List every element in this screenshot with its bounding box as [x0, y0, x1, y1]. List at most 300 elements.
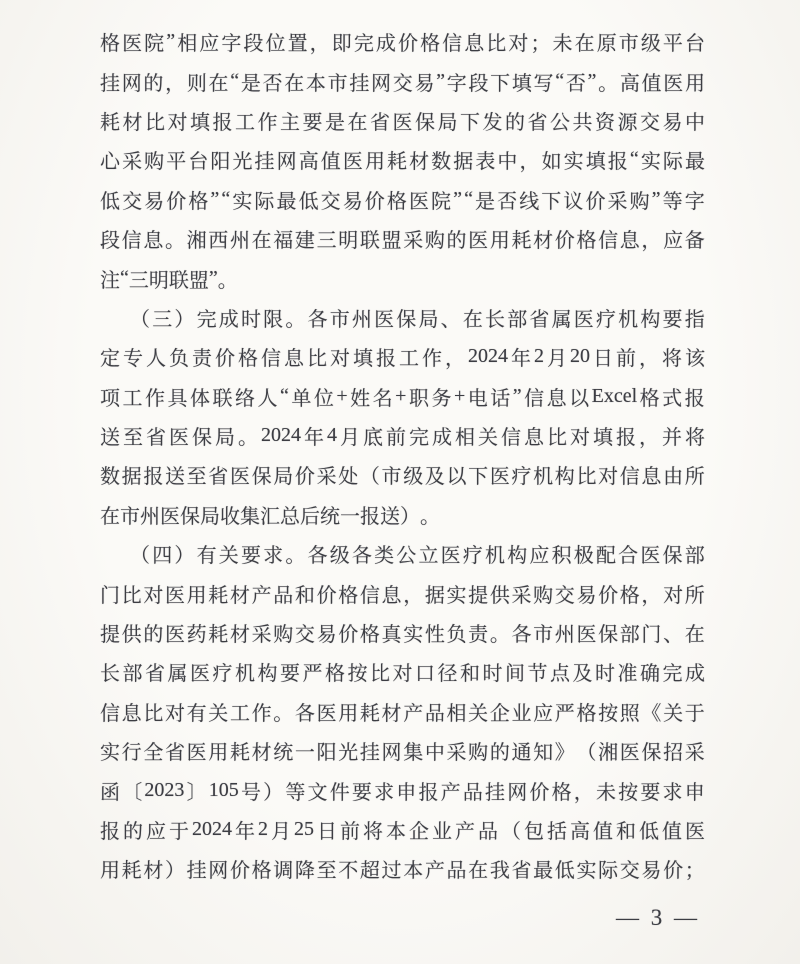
glyph: 品 — [446, 860, 467, 883]
glyph: 局 — [418, 308, 439, 331]
glyph: 要 — [640, 781, 661, 804]
glyph: 对 — [598, 466, 619, 489]
glyph: 集 — [240, 505, 260, 528]
glyph: 机 — [618, 308, 639, 331]
glyph: 实 — [100, 742, 120, 765]
page-number: — 3 — — [616, 905, 700, 930]
glyph: 院 — [431, 190, 452, 213]
glyph: 对 — [164, 702, 185, 725]
glyph: 格 — [576, 230, 597, 253]
glyph: 汇 — [260, 505, 280, 528]
glyph: 最 — [276, 190, 297, 213]
glyph: 局 — [200, 505, 220, 528]
glyph: 统 — [320, 505, 340, 528]
glyph: 如 — [541, 151, 562, 174]
glyph: 构 — [507, 545, 528, 568]
glyph: 格 — [359, 624, 380, 647]
glyph: 及 — [572, 663, 593, 686]
glyph: 未 — [595, 781, 616, 804]
glyph: 主 — [280, 111, 300, 134]
glyph: 的 — [489, 742, 510, 765]
glyph: 段 — [468, 72, 489, 95]
glyph: 网 — [507, 781, 528, 804]
glyph: 省 — [164, 742, 185, 765]
glyph: 供 — [121, 624, 142, 647]
glyph: 耗 — [208, 584, 229, 607]
glyph: 一 — [340, 505, 360, 528]
glyph: 实 — [232, 190, 253, 213]
glyph: 明 — [338, 230, 359, 253]
glyph: 比 — [547, 427, 567, 450]
glyph: 部 — [122, 663, 143, 686]
glyph: 部 — [684, 545, 705, 568]
glyph: 高 — [570, 821, 590, 843]
glyph: 位 — [265, 33, 286, 56]
document-line — [100, 573, 705, 612]
glyph: 即 — [331, 33, 352, 56]
glyph: 《 — [641, 702, 662, 725]
glyph: 统 — [273, 742, 294, 765]
glyph: 公 — [396, 545, 417, 568]
glyph: 挂 — [186, 860, 207, 883]
glyph: 联 — [168, 269, 189, 292]
glyph: 平 — [662, 33, 683, 56]
glyph: 完 — [409, 427, 429, 450]
glyph: 阳 — [210, 151, 231, 174]
document-line — [100, 770, 705, 809]
glyph: 易 — [342, 190, 363, 213]
glyph: 负 — [169, 348, 189, 371]
glyph: 报 — [143, 466, 164, 489]
glyph: ， — [519, 151, 540, 174]
glyph: ” — [208, 266, 218, 289]
glyph: 日 — [593, 348, 613, 371]
glyph: 写 — [533, 72, 554, 95]
glyph: 我 — [489, 860, 510, 883]
glyph: 医 — [229, 466, 250, 489]
glyph: 25 — [294, 818, 314, 840]
glyph: ， — [573, 781, 594, 804]
document-line — [100, 849, 705, 888]
glyph: 价 — [598, 584, 619, 607]
glyph: 医 — [186, 742, 207, 765]
glyph: 保 — [641, 742, 662, 765]
glyph: 。 — [285, 308, 306, 331]
glyph: 产 — [440, 781, 461, 804]
glyph: 网 — [121, 72, 142, 95]
glyph: 20 — [570, 345, 590, 368]
glyph: 资 — [595, 111, 615, 134]
glyph: 中 — [685, 111, 705, 134]
document-line — [100, 495, 705, 534]
glyph: 对 — [143, 584, 164, 607]
glyph: 积 — [551, 545, 572, 568]
glyph: 格 — [576, 702, 597, 725]
glyph: 医 — [489, 466, 510, 489]
glyph: 是 — [325, 111, 345, 134]
glyph: ” — [651, 187, 661, 210]
glyph: 括 — [547, 821, 567, 843]
glyph: 疗 — [212, 663, 233, 686]
glyph: 置 — [287, 33, 308, 56]
glyph: 成 — [218, 308, 239, 331]
glyph: 成 — [375, 33, 396, 56]
glyph: 交 — [392, 72, 413, 95]
glyph: 价 — [316, 584, 337, 607]
glyph: 价 — [338, 624, 359, 647]
glyph: 保 — [598, 624, 619, 647]
glyph: 电 — [467, 387, 488, 410]
glyph: 。 — [273, 702, 294, 725]
glyph: 格 — [251, 860, 272, 883]
glyph: 省 — [529, 308, 550, 331]
glyph: 字 — [221, 33, 242, 56]
glyph: 将 — [685, 427, 705, 450]
glyph: 段 — [100, 230, 120, 253]
glyph: 采 — [316, 466, 337, 489]
glyph: 属 — [167, 663, 188, 686]
glyph: 医 — [619, 742, 640, 765]
glyph: 级 — [329, 545, 350, 568]
glyph: 构 — [257, 663, 278, 686]
document-line — [100, 61, 705, 100]
glyph: 业 — [432, 821, 452, 843]
glyph: 否 — [262, 72, 283, 95]
glyph: 品 — [424, 702, 445, 725]
glyph: 照 — [619, 702, 640, 725]
glyph: 是 — [240, 72, 261, 95]
glyph: 医 — [160, 505, 180, 528]
glyph: 送 — [100, 427, 120, 450]
glyph: 提 — [100, 624, 120, 647]
glyph: 耗 — [100, 111, 120, 134]
glyph: 人 — [146, 348, 166, 371]
glyph: 填 — [353, 348, 373, 371]
glyph: 构 — [554, 466, 575, 489]
glyph: 性 — [424, 624, 445, 647]
glyph: 下 — [460, 111, 480, 134]
glyph: 2 — [258, 818, 268, 840]
glyph: 原 — [596, 33, 617, 56]
glyph: 立 — [418, 545, 439, 568]
glyph: 各 — [294, 702, 315, 725]
document-line — [100, 101, 705, 140]
glyph: 医 — [169, 427, 189, 450]
glyph: “ — [221, 187, 231, 210]
glyph: 用 — [338, 702, 359, 725]
glyph: 责 — [192, 348, 212, 371]
glyph: 中 — [424, 742, 445, 765]
glyph: ） — [263, 781, 284, 804]
glyph: 年 — [511, 348, 531, 371]
glyph: 口 — [415, 663, 435, 686]
glyph: 光 — [338, 742, 359, 765]
glyph: 。 — [598, 72, 619, 95]
glyph: ， — [309, 33, 330, 56]
glyph: 价 — [229, 860, 250, 883]
glyph: 采 — [403, 230, 424, 253]
glyph: 台 — [188, 151, 209, 174]
glyph: 关 — [478, 427, 498, 450]
glyph: “ — [464, 187, 473, 210]
glyph: 填 — [585, 151, 606, 174]
glyph: 下 — [468, 466, 489, 489]
glyph: 信 — [598, 230, 619, 253]
glyph: 限 — [263, 308, 284, 331]
glyph: 材 — [409, 151, 430, 174]
glyph: 函 — [100, 781, 120, 804]
glyph: 集 — [403, 742, 424, 765]
glyph: 工 — [235, 111, 255, 134]
glyph: 有 — [186, 702, 207, 725]
glyph: 数 — [431, 151, 452, 174]
glyph: 明 — [148, 269, 169, 292]
glyph: 要 — [351, 781, 372, 804]
glyph: 耗 — [229, 742, 250, 765]
glyph: 。 — [285, 545, 306, 568]
glyph: 4 — [327, 424, 337, 447]
glyph: 价 — [166, 190, 187, 213]
glyph: 本 — [403, 860, 424, 883]
glyph: 用 — [208, 742, 229, 765]
glyph: 以 — [446, 466, 467, 489]
glyph: 络 — [235, 387, 255, 410]
glyph: 工 — [229, 702, 250, 725]
glyph: 实 — [403, 624, 424, 647]
glyph: 本 — [386, 821, 406, 843]
glyph: 相 — [455, 427, 475, 450]
document-line — [100, 219, 705, 258]
glyph: ， — [641, 584, 662, 607]
glyph: 据 — [121, 466, 142, 489]
glyph: 格 — [386, 190, 407, 213]
glyph: 采 — [446, 742, 467, 765]
glyph: 确 — [640, 663, 660, 686]
glyph: 送 — [164, 466, 185, 489]
glyph: 材 — [143, 860, 164, 883]
glyph: 比 — [145, 111, 165, 134]
glyph: 三 — [316, 230, 337, 253]
glyph: 应 — [533, 702, 554, 725]
glyph: 级 — [640, 33, 661, 56]
glyph: “ — [629, 148, 639, 171]
glyph: 信 — [261, 348, 281, 371]
glyph: 则 — [186, 72, 207, 95]
glyph: 超 — [359, 860, 380, 883]
glyph: 医 — [122, 33, 143, 56]
glyph: 部 — [507, 308, 528, 331]
glyph: 等 — [662, 190, 683, 213]
glyph: 盟 — [188, 269, 209, 292]
glyph: Excel — [591, 384, 638, 407]
glyph: 各 — [511, 624, 532, 647]
glyph: 要 — [662, 308, 683, 331]
glyph: 湘 — [598, 742, 619, 765]
glyph: 各 — [307, 308, 328, 331]
glyph: 信 — [359, 584, 380, 607]
glyph: 时 — [240, 308, 261, 331]
glyph: ； — [530, 33, 551, 56]
glyph: 购 — [144, 151, 165, 174]
glyph: ） — [400, 505, 420, 528]
glyph: 要 — [280, 663, 300, 686]
glyph: 各 — [351, 545, 372, 568]
glyph: 比 — [143, 702, 164, 725]
document-line — [100, 180, 705, 219]
glyph: 作 — [257, 111, 278, 134]
glyph: 在 — [462, 308, 483, 331]
glyph: 品 — [273, 584, 294, 607]
glyph: 报 — [376, 348, 396, 371]
glyph: 在 — [100, 505, 120, 528]
glyph: 联 — [359, 230, 380, 253]
glyph: 在 — [251, 230, 272, 253]
glyph: 用 — [684, 72, 705, 95]
glyph: 实 — [446, 584, 467, 607]
glyph: 值 — [593, 821, 613, 843]
glyph: 关 — [468, 702, 489, 725]
glyph: 关 — [218, 545, 239, 568]
glyph: 品 — [478, 821, 498, 843]
glyph: 信 — [100, 702, 120, 725]
glyph: 。 — [217, 269, 238, 292]
glyph: 应 — [529, 545, 550, 568]
glyph: 比 — [121, 584, 142, 607]
glyph: 作 — [422, 348, 442, 371]
glyph: 交 — [619, 860, 640, 883]
glyph: 数 — [100, 466, 120, 489]
glyph: 包 — [524, 821, 544, 843]
glyph: 合 — [618, 545, 639, 568]
glyph: 保 — [662, 545, 683, 568]
glyph: 报 — [684, 387, 705, 410]
glyph: 有 — [196, 545, 217, 568]
glyph: 申 — [396, 781, 417, 804]
glyph: 2024 — [192, 818, 232, 840]
glyph: 机 — [235, 663, 255, 686]
glyph: 湘 — [186, 230, 207, 253]
glyph: 并 — [662, 427, 682, 450]
glyph: ， — [165, 72, 186, 95]
glyph: 四 — [152, 545, 173, 568]
document-line — [100, 613, 705, 652]
glyph: 挂 — [100, 72, 120, 95]
glyph: 息 — [381, 584, 402, 607]
glyph: 低 — [554, 860, 575, 883]
glyph: 购 — [533, 584, 554, 607]
glyph: 息 — [546, 387, 567, 410]
glyph: 关 — [208, 702, 229, 725]
glyph: 省 — [527, 111, 548, 134]
glyph: 具 — [167, 387, 188, 410]
glyph: 人 — [257, 387, 278, 410]
glyph: 格 — [100, 33, 120, 56]
glyph: 2024 — [468, 345, 508, 368]
glyph: 名 — [372, 387, 393, 410]
glyph: 材 — [122, 111, 143, 134]
glyph: 和 — [294, 584, 315, 607]
glyph: 省 — [208, 466, 229, 489]
glyph: 在 — [468, 860, 489, 883]
glyph: 时 — [482, 663, 503, 686]
glyph: 号 — [240, 781, 261, 804]
glyph: 平 — [166, 151, 187, 174]
glyph: 的 — [143, 624, 164, 647]
glyph: 对 — [570, 427, 590, 450]
glyph: 以 — [569, 387, 590, 410]
glyph: 台 — [685, 33, 705, 56]
glyph: 材 — [229, 624, 250, 647]
glyph: 州 — [554, 624, 575, 647]
glyph: 的 — [505, 111, 525, 134]
glyph: 中 — [497, 151, 518, 174]
glyph: 的 — [123, 821, 143, 843]
glyph: 是 — [475, 190, 496, 213]
glyph: 材 — [533, 230, 554, 253]
glyph: 格 — [420, 33, 441, 56]
glyph: 否 — [565, 72, 586, 95]
glyph: 日 — [317, 821, 337, 843]
glyph: 填 — [511, 72, 532, 95]
glyph: 字 — [446, 72, 467, 95]
glyph: 求 — [374, 781, 395, 804]
glyph: 采 — [684, 742, 705, 765]
glyph: 格 — [619, 584, 640, 607]
glyph: 信 — [524, 387, 545, 410]
glyph: 姓 — [350, 387, 371, 410]
glyph: 比 — [307, 348, 327, 371]
glyph: 市 — [327, 72, 348, 95]
glyph: 将 — [363, 821, 383, 843]
glyph: ） — [174, 308, 195, 331]
glyph: 福 — [273, 230, 294, 253]
glyph: 疗 — [595, 308, 616, 331]
glyph: 医 — [164, 624, 185, 647]
glyph: 年 — [235, 821, 255, 843]
glyph: 线 — [519, 190, 540, 213]
glyph: 相 — [177, 33, 198, 56]
glyph: 处 — [338, 466, 359, 489]
document-line — [100, 455, 705, 494]
glyph: + — [453, 384, 466, 407]
glyph: 易 — [414, 72, 435, 95]
glyph: 议 — [563, 190, 584, 213]
glyph: 所 — [684, 584, 705, 607]
glyph: ， — [445, 348, 465, 371]
glyph: 发 — [482, 111, 503, 134]
glyph: 材 — [229, 584, 250, 607]
glyph: 息 — [619, 230, 640, 253]
glyph: 采 — [122, 151, 143, 174]
document-line — [100, 377, 705, 416]
glyph: 提 — [468, 584, 489, 607]
document-line — [100, 731, 705, 770]
glyph: 产 — [424, 860, 445, 883]
glyph: 格 — [639, 387, 660, 410]
glyph: ” — [512, 384, 522, 407]
glyph: 值 — [641, 72, 662, 95]
glyph: 网 — [208, 860, 229, 883]
glyph: 各 — [307, 545, 328, 568]
glyph: 关 — [663, 702, 684, 725]
glyph: 三 — [128, 269, 149, 292]
glyph: 下 — [490, 72, 511, 95]
glyph: 疗 — [511, 466, 532, 489]
glyph: 省 — [370, 111, 390, 134]
glyph: 保 — [415, 111, 435, 134]
glyph: 前 — [340, 821, 360, 843]
document-line — [100, 337, 705, 376]
